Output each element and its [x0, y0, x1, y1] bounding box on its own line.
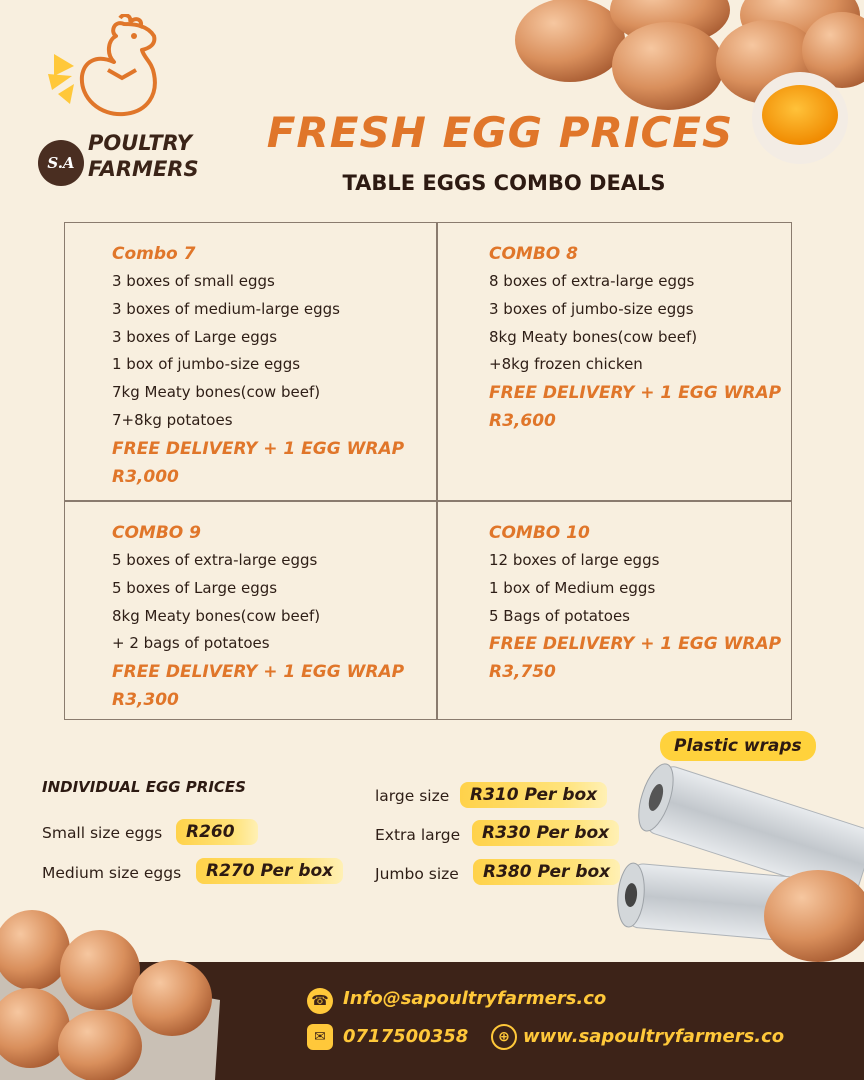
combo-item: 1 box of jumbo-size eggs [112, 355, 301, 374]
combo-name: COMBO 10 [489, 523, 590, 543]
combo-name: COMBO 8 [489, 244, 579, 264]
combo-name: Combo 7 [112, 244, 196, 264]
price-label-small: Small size eggs [42, 824, 163, 842]
price-label-extra-large: Extra large [375, 826, 461, 844]
combo-item: 3 boxes of medium-large eggs [112, 299, 340, 318]
combo-item: 7kg Meaty bones(cow beef) [112, 383, 321, 402]
price-badge-jumbo: R380 Per box [473, 859, 620, 885]
egg-carton-image [0, 900, 230, 1080]
brand-line1: POULTRY [88, 131, 192, 155]
combo-deal: FREE DELIVERY + 1 EGG WRAP [112, 662, 405, 683]
combo-card-10 [489, 519, 781, 686]
price-label-medium: Medium size eggs [42, 864, 182, 882]
page-subtitle: TABLE EGGS COMBO DEALS [342, 171, 666, 195]
logo-badge: S.A [38, 140, 84, 186]
combo-price: R3,300 [112, 690, 179, 711]
combo-item: 5 Bags of potatoes [489, 606, 630, 625]
price-label-jumbo: Jumbo size [375, 865, 459, 883]
combo-deal: FREE DELIVERY + 1 EGG WRAP [489, 634, 782, 655]
price-label-large: large size [375, 787, 450, 805]
mail-icon: ✉ [307, 1024, 333, 1050]
combo-price: R3,600 [489, 411, 556, 432]
combo-item: 8kg Meaty bones(cow beef) [112, 606, 321, 625]
combo-card-9 [112, 519, 404, 714]
combo-deal: FREE DELIVERY + 1 EGG WRAP [489, 383, 782, 404]
combo-price: R3,750 [489, 662, 556, 683]
combo-item: 5 boxes of Large eggs [112, 578, 278, 597]
combo-item: 7+8kg potatoes [112, 410, 233, 429]
plastic-wraps-label: Plastic wraps [660, 731, 816, 761]
combo-item: 12 boxes of large eggs [489, 551, 660, 569]
combo-price: R3,000 [112, 466, 179, 487]
price-badge-medium: R270 Per box [196, 858, 343, 884]
whatsapp-icon: ☎ [307, 988, 333, 1014]
combo-card-8 [489, 240, 781, 435]
combo-item: 3 boxes of small eggs [112, 272, 275, 290]
combo-item: 8 boxes of extra-large eggs [489, 272, 695, 290]
combo-item: + 2 bags of potatoes [112, 634, 270, 653]
combo-item: +8kg frozen chicken [489, 355, 643, 374]
combo-item: 1 box of Medium eggs [489, 578, 656, 597]
combo-deal: FREE DELIVERY + 1 EGG WRAP [112, 438, 405, 459]
contact-email[interactable]: Info@sapoultryfarmers.co [343, 988, 607, 1009]
page-title: FRESH EGG PRICES [266, 108, 734, 157]
globe-icon: ⊕ [491, 1024, 517, 1050]
grid-divider-vertical [436, 222, 438, 720]
contact-website[interactable]: www.sapoultryfarmers.co [523, 1026, 785, 1047]
combo-item: 8kg Meaty bones(cow beef) [489, 327, 698, 346]
contact-phone[interactable]: 0717500358 [343, 1026, 469, 1047]
grid-divider-horizontal [64, 500, 792, 502]
brand-line2: FARMERS [88, 157, 199, 181]
combo-name: COMBO 9 [112, 523, 202, 543]
combo-item: 3 boxes of Large eggs [112, 327, 278, 346]
plastic-wrap-image [610, 760, 864, 962]
combo-item: 5 boxes of extra-large eggs [112, 551, 318, 569]
combo-card-7 [112, 240, 404, 491]
individual-prices-title: INDIVIDUAL EGG PRICES [42, 778, 246, 796]
combo-item: 3 boxes of jumbo-size eggs [489, 299, 694, 318]
price-badge-extra-large: R330 Per box [472, 820, 619, 846]
price-badge-large: R310 Per box [460, 782, 607, 808]
price-badge-small: R260 [176, 819, 258, 845]
